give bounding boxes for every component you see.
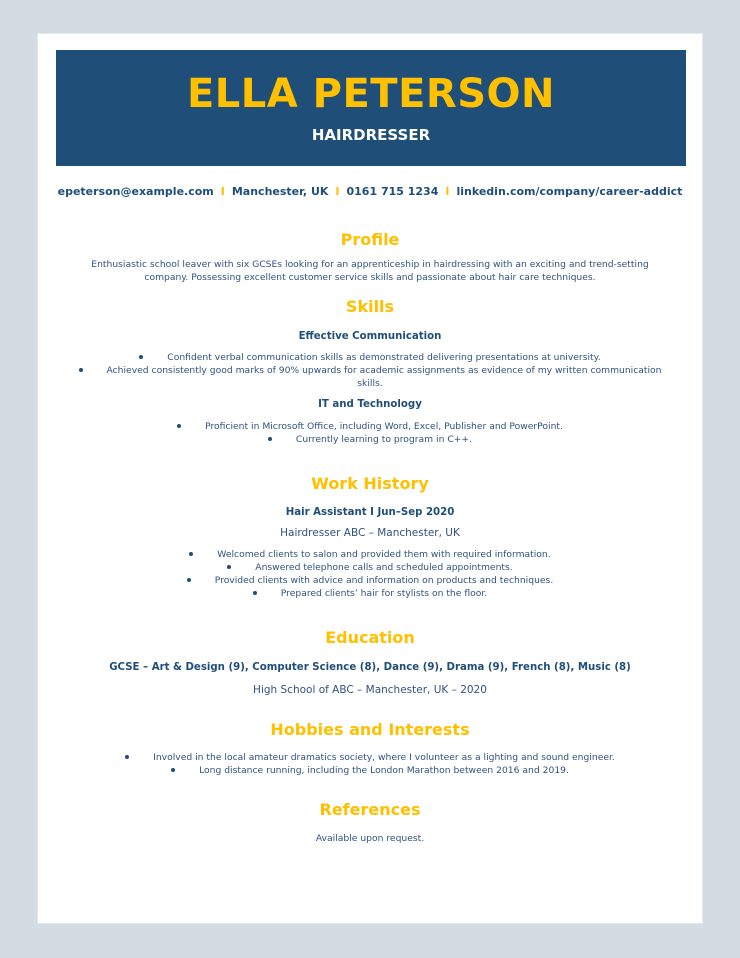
bullet-icon (177, 424, 181, 428)
work-employer: Hairdresser ABC – Manchester, UK (280, 527, 460, 539)
section-title-work-history: Work History (311, 474, 429, 493)
contact-line (38, 185, 702, 199)
hobbies-list (68, 751, 672, 777)
education-school: High School of ABC – Manchester, UK – 2020 (253, 684, 487, 696)
skills-list-communication (66, 351, 674, 390)
bullet-icon (79, 368, 83, 372)
skills-group-heading: IT and Technology (318, 399, 422, 410)
section-title-profile: Profile (340, 230, 400, 249)
list-item: Long distance running, including the London Marathon between 2016 and 2019. (68, 764, 672, 777)
list-item: Welcomed clients to salon and provided them with required information. (68, 548, 672, 561)
bullet-icon (227, 565, 231, 569)
skills-group-heading: Effective Communication (298, 331, 442, 342)
resume-page (37, 33, 703, 924)
contact-separator: I (445, 185, 450, 198)
education-qualification: GCSE – Art & Design (9), Computer Science (8), Dance (9), Drama (9), French (8), Music (8) (109, 662, 631, 673)
contact-location: Manchester, UK (231, 185, 329, 198)
list-item: Confident verbal communication skills as demonstrated delivering presentations at university. (66, 351, 674, 364)
bullet-icon (139, 355, 143, 359)
list-item: Prepared clients’ hair for stylists on the floor. (68, 587, 672, 600)
skills-list-it (68, 420, 672, 446)
contact-email[interactable]: epeterson@example.com (57, 185, 214, 198)
bullet-icon (187, 578, 191, 582)
bullet-icon (253, 591, 257, 595)
work-duties-list (68, 548, 672, 600)
list-item: Answered telephone calls and scheduled appointments. (68, 561, 672, 574)
bullet-icon (125, 755, 129, 759)
list-item: Proficient in Microsoft Office, including Word, Excel, Publisher and PowerPoint. (68, 420, 672, 433)
contact-phone: 0161 715 1234 (346, 185, 439, 198)
contact-separator: I (335, 185, 340, 198)
header-band (56, 50, 686, 166)
bullet-icon (171, 768, 175, 772)
contact-linkedin[interactable]: linkedin.com/company/career-addict (456, 185, 683, 198)
references-text: Available upon request. (315, 833, 425, 844)
section-title-references: References (319, 800, 421, 819)
list-item: Provided clients with advice and information on products and techniques. (68, 574, 672, 587)
list-item: Achieved consistently good marks of 90% upwards for academic assignments as evidence of my written communication skills. (66, 364, 674, 390)
bullet-icon (189, 552, 193, 556)
contact-separator: I (220, 185, 225, 198)
section-title-skills: Skills (345, 297, 395, 316)
list-item: Involved in the local amateur dramatics society, where I volunteer as a lighting and sound engineer. (68, 751, 672, 764)
bullet-icon (268, 437, 272, 441)
work-role: Hair Assistant I Jun–Sep 2020 (285, 507, 455, 518)
profile-text: Enthusiastic school leaver with six GCSEs looking for an apprenticeship in hairdressing with an exciting and trend-setting company. Possessing excellent customer service skills and passionate about hair care techniques. (91, 259, 649, 283)
job-title: HAIRDRESSER (311, 126, 431, 144)
list-item: Currently learning to program in C++. (68, 433, 672, 446)
section-title-hobbies: Hobbies and Interests (270, 720, 470, 739)
section-title-education: Education (325, 628, 415, 647)
candidate-name: ELLA PETERSON (186, 71, 556, 117)
